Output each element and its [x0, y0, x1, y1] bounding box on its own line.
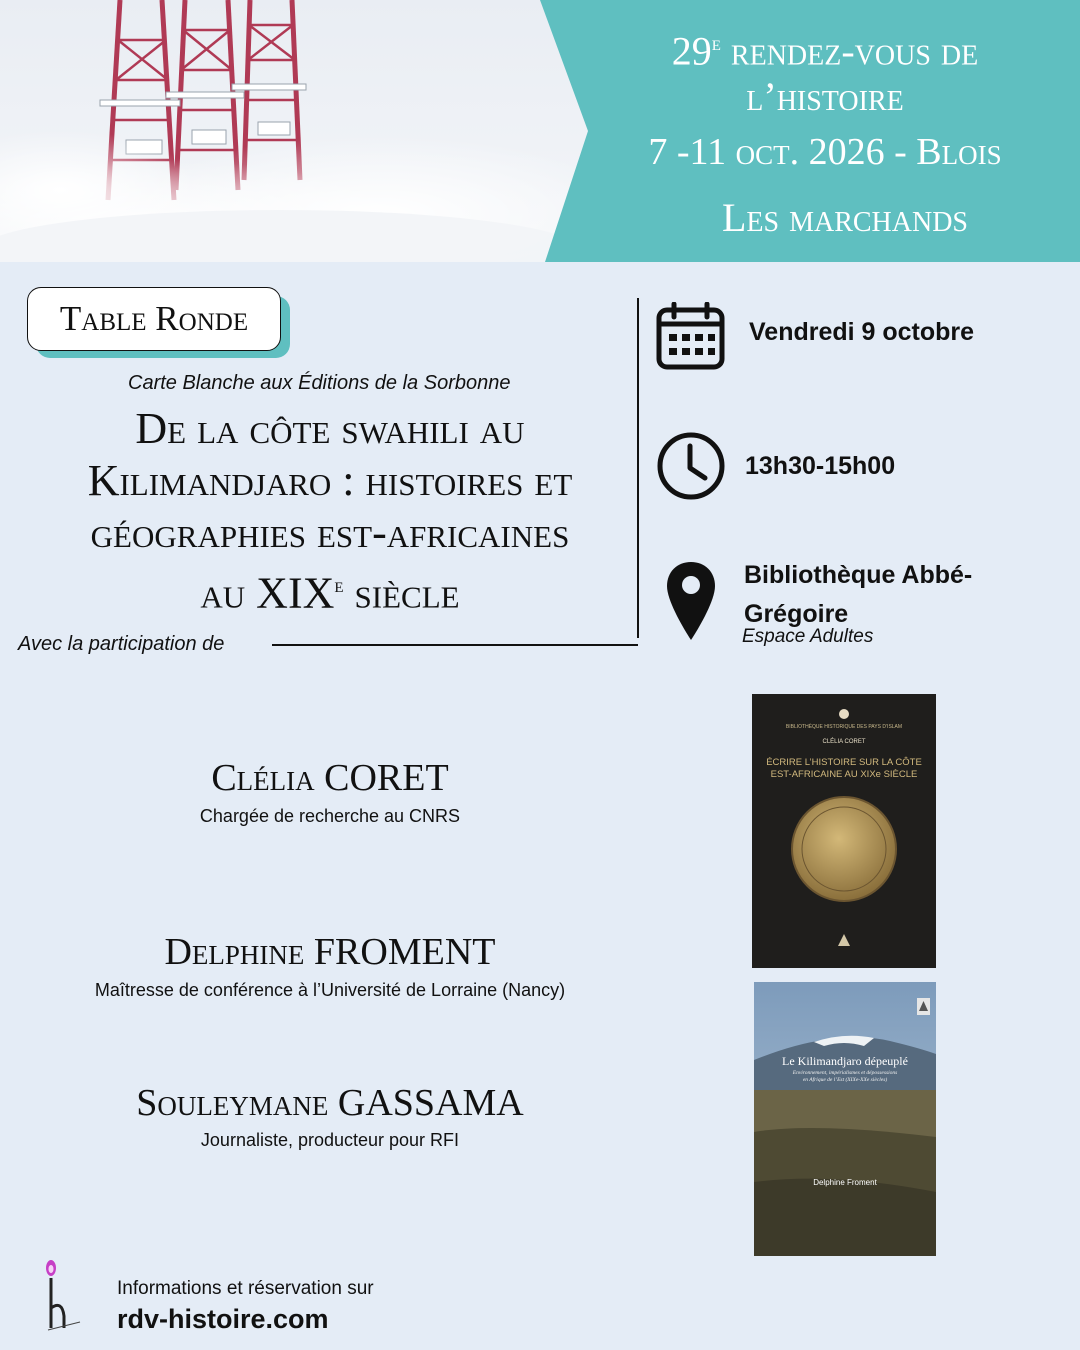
location-pin-icon: [665, 560, 717, 642]
participation-label: Avec la participation de: [18, 633, 225, 655]
event-date: Vendredi 9 octobre: [749, 318, 975, 346]
calendar-icon: [656, 302, 726, 370]
event-time: 13h30-15h00: [745, 452, 896, 480]
event-place-sub: Espace Adultes: [742, 626, 874, 647]
speaker-name: Souleymane GASSAMA: [136, 1082, 524, 1124]
book-cover-froment: [754, 982, 936, 1256]
candle-logo-icon: [38, 1258, 82, 1334]
book-author: CLÉLIA CORET: [822, 739, 866, 745]
book-author: Delphine Froment: [813, 1178, 877, 1187]
divider-horizontal: [272, 644, 638, 646]
carte-blanche: Carte Blanche aux Éditions de la Sorbonne: [128, 372, 511, 394]
website-link[interactable]: rdv-histoire.com: [117, 1304, 329, 1334]
speaker-role: Maîtresse de conférence à l’Université de Lorraine (Nancy): [94, 980, 566, 1000]
event-dates: 7 -11 oct. 2026 - Blois: [648, 131, 1002, 173]
divider-vertical: [637, 298, 639, 638]
book-cover-coret: [752, 694, 936, 968]
book-title: Le Kilimandjaro dépeuplé: [782, 1054, 908, 1068]
speaker-name: Delphine FROMENT: [164, 931, 496, 973]
clock-icon: [655, 430, 727, 502]
speaker-role: Journaliste, producteur pour RFI: [200, 1130, 460, 1150]
book-subtitle: Environnement, impérialismes et dépossessions en Afrique de l’Est (XIXe-XXe siècles): [792, 1070, 898, 1083]
info-label: Informations et réservation sur: [117, 1278, 374, 1299]
event-type-label: Table Ronde: [27, 287, 281, 351]
speaker-name: Clélia CORET: [211, 757, 449, 799]
event-title: De la côte swahili au Kilimandjaro : histoires et géographies est-africaines au XIXe siècle: [87, 404, 573, 618]
book-title: ÉCRIRE L’HISTOIRE SUR LA CÔTE EST-AFRICAINE AU XIXe SIÈCLE: [766, 757, 922, 780]
book-series: BIBLIOTHÈQUE HISTORIQUE DES PAYS D’ISLAM: [785, 724, 903, 730]
event-place: Bibliothèque Abbé- Grégoire: [744, 561, 973, 628]
speaker-role: Chargée de recherche au CNRS: [199, 806, 461, 826]
edition-title: 29e rendez-vous de l’histoire: [671, 28, 979, 120]
event-theme: Les marchands: [721, 195, 969, 240]
